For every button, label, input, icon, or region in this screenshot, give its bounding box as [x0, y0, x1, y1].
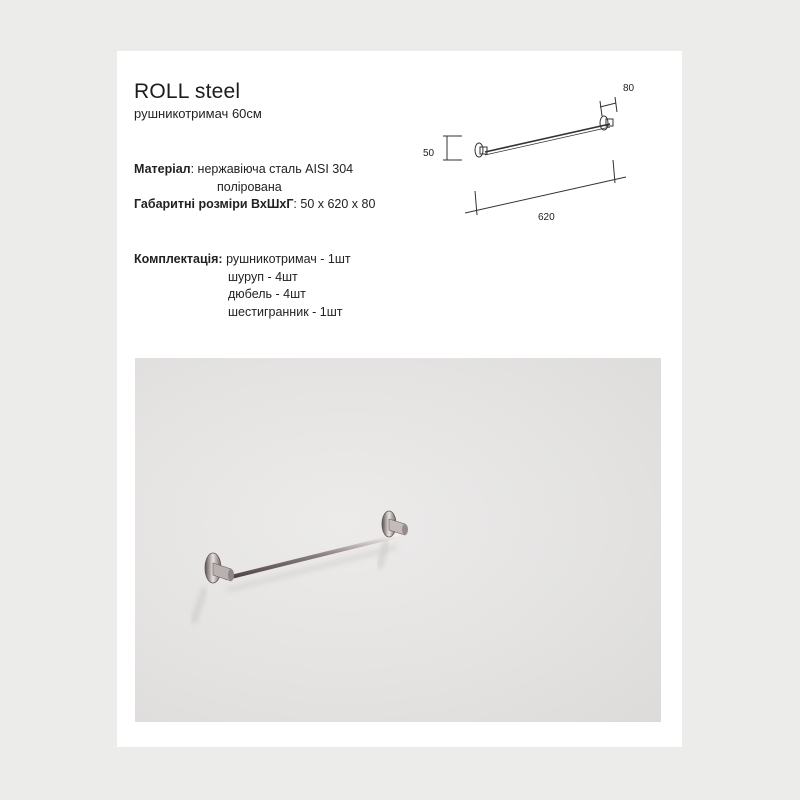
spec-material-finish: полірована	[217, 179, 282, 194]
mount-shadow	[379, 540, 387, 568]
bar-outline	[485, 124, 610, 152]
spec-dimensions-value: : 50 х 620 х 80	[293, 197, 376, 211]
spec-dimensions-label: Габаритні розміри ВхШхГ	[134, 197, 294, 211]
spec-dimensions	[134, 196, 375, 214]
depth-dim-tick	[600, 101, 602, 116]
product-subtitle: рушникотримач 60см	[134, 106, 262, 121]
product-sheet	[117, 51, 682, 747]
depth-dim-tick	[615, 97, 617, 112]
bar-outline-lower	[485, 127, 610, 155]
dimension-drawing	[417, 79, 637, 249]
mount-shadow	[193, 588, 205, 623]
kit-item-text: рушникотримач - 1шт	[226, 252, 351, 266]
left-mount-post	[480, 147, 487, 154]
spec-material-value: : нержавіюча сталь AISI 304	[190, 162, 354, 176]
kit-item: шуруп - 4шт	[228, 269, 298, 284]
kit-item: дюбель - 4шт	[228, 287, 306, 301]
depth-label: 80	[623, 83, 635, 94]
depth-dim-line	[600, 103, 616, 107]
spec-material-label: Матеріал	[134, 162, 191, 176]
kit-list	[134, 251, 351, 321]
kit-item	[134, 251, 351, 269]
product-photo	[135, 358, 661, 722]
product-title: ROLL steel	[134, 80, 241, 103]
left-post-end	[228, 569, 234, 581]
spec-material	[134, 161, 375, 179]
right-mount-disc	[600, 116, 608, 130]
kit-item: шестигранник - 1шт	[228, 304, 343, 319]
height-label: 50	[423, 148, 435, 159]
towel-bar-illustration	[135, 358, 661, 722]
bar-shadow	[227, 547, 397, 590]
width-dim-line	[465, 177, 626, 213]
towel-rod	[227, 536, 397, 578]
spec-list	[134, 161, 375, 214]
kit-label: Комплектація:	[134, 252, 223, 266]
width-dim-tick	[475, 191, 477, 215]
right-post-end	[402, 524, 408, 535]
width-label: 620	[538, 212, 555, 223]
left-mount-disc	[475, 143, 483, 157]
